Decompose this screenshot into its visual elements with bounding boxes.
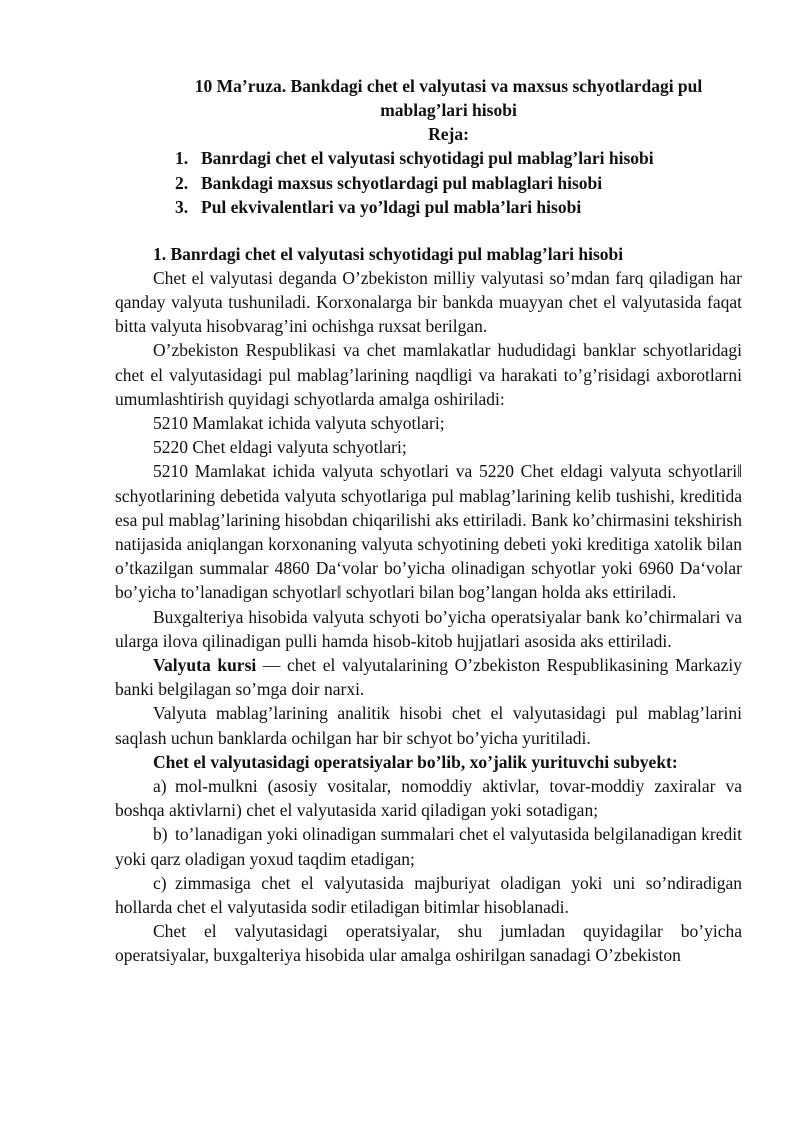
list-item-a: [115, 774, 742, 822]
plan-item: [175, 195, 742, 220]
definition-term: Valyuta kursi: [153, 654, 257, 675]
section-heading: 1. Banrdagi chet el valyutasi schyotidagi pul mablag’lari hisobi: [153, 243, 624, 264]
paragraph: Chet el valyutasidagi operatsiyalar, shu jumladan quyidagilar bo’yicha operatsiyalar, buxgalteriya hisobida ular amalga oshirilgan sanadagi O’zbekiston: [115, 921, 742, 966]
paragraph: O’zbekiston Respublikasi va chet mamlakatlar hududidagi banklar schyotlaridagi chet el valyutasidagi pul mablag’larining naqdligi va harakati to’g’risidagi axborotlarni umumlashtirish quyidagi schyotlarda amalga oshiriladi:: [115, 340, 742, 409]
plan-item-number: 3.: [175, 197, 189, 217]
definition-text: — chet el valyutalarining O’zbekiston Respublikasining Markaziy banki belgilagan so’mga doir narxi.: [115, 654, 742, 700]
plan-heading: Reja:: [428, 124, 469, 144]
definition-paragraph: [115, 653, 742, 701]
plan-item-text: Banrdagi chet el valyutasi schyotidagi pul mablag’lari hisobi: [201, 148, 654, 168]
list-item-text: to’lanadigan yoki olinadigan summalari chet el valyutasida belgilanadigan kredit yoki qarz oladigan yoxud taqdim etadigan;: [115, 824, 742, 869]
plan-item: [175, 171, 742, 196]
plan-item-text: Bankdagi maxsus schyotlardagi pul mablaglari hisobi: [201, 172, 603, 193]
plan-item-text: Pul ekvivalentlari va yo’ldagi pul mabla’lari hisobi: [201, 197, 582, 217]
list-item-text: zimmasiga chet el valyutasida majburiyat oladigan yoki uni so’ndiradigan hollarda chet el valyutasida sodir etiladigan bitimlar hisoblanadi.: [115, 872, 742, 917]
plan-item-number: 1.: [175, 148, 189, 168]
list-item-c: [115, 871, 742, 919]
paragraph: Valyuta mablag’larining analitik hisobi chet el valyutasidagi pul mablag’larini saqlash uchun banklarda ochilgan har bir schyot bo’yicha yuritiladi.: [115, 703, 742, 748]
plan-list: [115, 146, 742, 220]
list-marker: a): [153, 775, 167, 796]
list-item-text: mol-mulkni (asosiy vositalar, nomoddiy aktivlar, tovar-moddiy zaxiralar va boshqa aktivlarni) chet el valyutasida xarid qiladigan yoki sotadigan;: [115, 775, 742, 821]
lecture-title: 10 Ma’ruza. Bankdagi chet el valyutasi va maxsus schyotlardagi pul mablag’lari hisobi: [194, 76, 703, 120]
plan-item: [175, 146, 742, 171]
bold-paragraph: Chet el valyutasidagi operatsiyalar bo’lib, xo’jalik yurituvchi subyekt:: [153, 751, 678, 772]
paragraph: Buxgalteriya hisobida valyuta schyoti bo’yicha operatsiyalar bank ko’chirmalari va ularga ilova qilinadigan pulli hamda hisob-kitob hujjatlari asosida aks ettiriladi.: [115, 606, 742, 651]
paragraph: 5220 Chet eldagi valyuta schyotlari;: [153, 437, 407, 458]
list-marker: c): [153, 872, 167, 893]
list-marker: b): [153, 824, 168, 845]
list-item-b: [115, 822, 742, 870]
paragraph: 5210 Mamlakat ichida valyuta schyotlari;: [153, 412, 445, 433]
paragraph: 5210 Mamlakat ichida valyuta schyotlari va 5220 Chet eldagi valyuta schyotlari‖ schyotlarining debetida valyuta schyotlariga pul mablag’larining kelib tushishi, kreditida esa pul mablag’larining hisobdan chiqarilishi aks ettiriladi. Bank ko’chirmasini tekshirish natijasida aniqlangan korxonaning valyuta schyotining debeti yoki kreditiga xatolik bilan o’tkazilgan summalar 4860 Da‘volar bo’yicha olinadigan schyotlar yoki 6960 Da‘volar bo’yicha to’lanadigan schyotlar‖ schyotlari bilan bog’langan holda aks ettiriladi.: [115, 461, 742, 603]
plan-item-number: 2.: [175, 172, 189, 193]
paragraph: Chet el valyutasi deganda O’zbekiston milliy valyutasi so’mdan farq qiladigan har qanday valyuta tushuniladi. Korxonalarga bir bankda muayyan chet el valyutasida faqat bitta valyuta hisobvarag’ini ochishga ruxsat berilgan.: [115, 267, 742, 337]
document-content: [115, 74, 742, 968]
